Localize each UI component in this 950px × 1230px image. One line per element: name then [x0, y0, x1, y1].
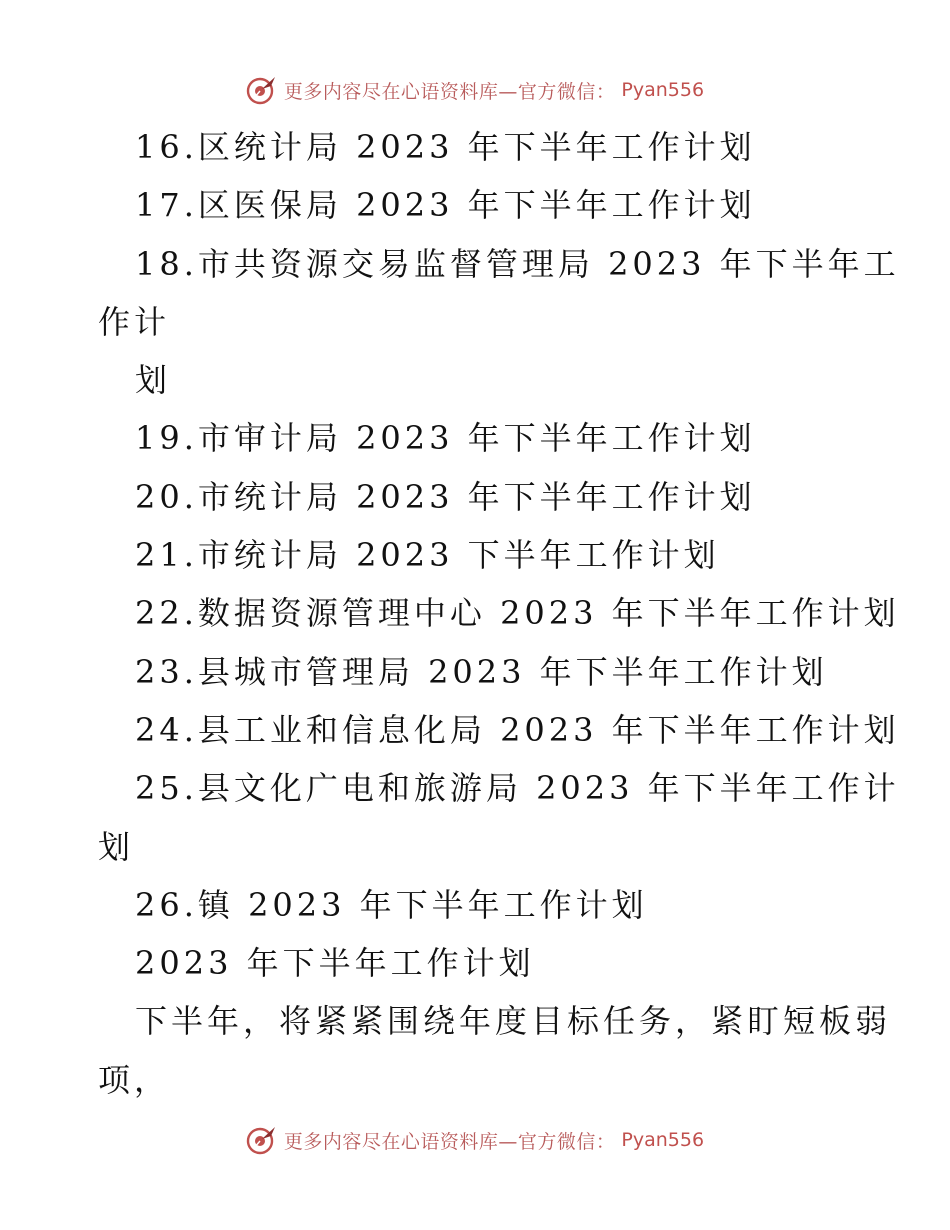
- doc-line: 划: [135, 361, 172, 400]
- doc-line: 下半年，将紧紧围绕年度目标任务，紧盯短板弱: [135, 1002, 892, 1041]
- watermark-text: 更多内容尽在心语资料库—官方微信：: [283, 1130, 616, 1153]
- doc-line: 25.县文化广电和旅游局 2023 年下半年工作计: [135, 769, 900, 808]
- quill-logo-icon: [246, 74, 278, 106]
- watermark-text: 更多内容尽在心语资料库—官方微信：: [283, 80, 616, 103]
- doc-line: 21.市统计局 2023 下半年工作计划: [135, 536, 720, 575]
- doc-line: 16.区统计局 2023 年下半年工作计划: [135, 128, 756, 166]
- doc-line: 22.数据资源管理中心 2023 年下半年工作计划: [135, 594, 900, 633]
- doc-line: 作计: [98, 302, 171, 341]
- doc-line: 项，: [98, 1060, 171, 1099]
- header-watermark: [0, 72, 950, 108]
- doc-line: 2023 年下半年工作计划: [135, 944, 535, 983]
- doc-line: 24.县工业和信息化局 2023 年下半年工作计划: [135, 710, 900, 749]
- doc-line: 20.市统计局 2023 年下半年工作计划: [135, 477, 756, 516]
- watermark-id: Pyan556: [621, 1129, 705, 1151]
- doc-line: 23.县城市管理局 2023 年下半年工作计划: [135, 652, 828, 691]
- doc-line: 划: [98, 827, 135, 866]
- watermark-id: Pyan556: [621, 79, 705, 101]
- footer-watermark: [0, 1122, 950, 1158]
- doc-line: 26.镇 2023 年下半年工作计划: [135, 885, 648, 924]
- document-body: [0, 118, 950, 1109]
- doc-line: 19.市审计局 2023 年下半年工作计划: [135, 419, 756, 458]
- doc-line: 17.区医保局 2023 年下半年工作计划: [135, 186, 756, 225]
- quill-logo-icon: [246, 1124, 278, 1156]
- doc-line: 18.市共资源交易监督管理局 2023 年下半年工: [135, 244, 900, 283]
